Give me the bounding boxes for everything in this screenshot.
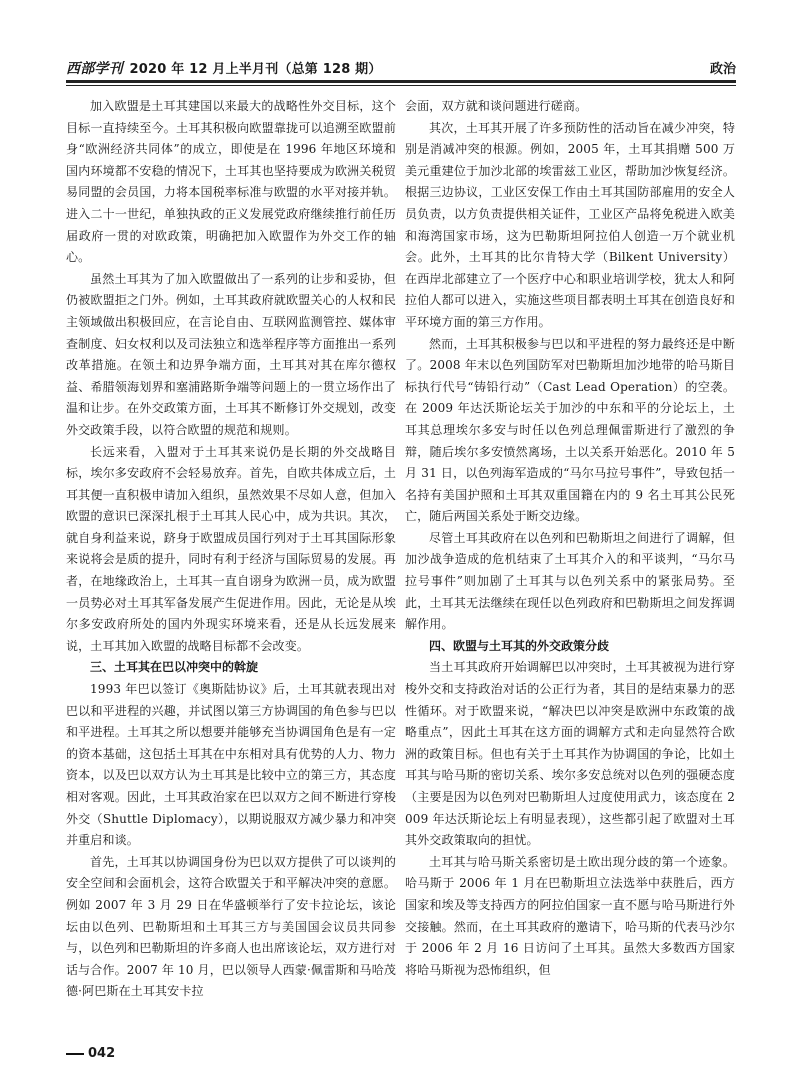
paragraph: 会面，双方就和谈问题进行磋商。 (405, 99, 588, 113)
paragraph: 然而，土耳其积极参与巴以和平进程的努力最终还是中断了。2008 年末以色列国防军对巴勒斯坦加沙地带的哈马斯目标执行代号“铸铅行动”（Cast Lead Operation）的空袭。在 2009 年达沃斯论坛关于加沙的中东和平的分论坛上，土耳其总理埃尔多安与时任以色列总理佩雷斯进行了激烈的争辩，随后埃尔多安愤然离场，土以关系开始恶化。2010 年 5 月 31 日，以色列海军造成的“马尔马拉号事件”，导致包括一名持有美国护照和土耳其双重国籍在内的 9 名土耳其公民死亡，随后两国关系处于断交边缘。 (405, 336, 735, 524)
paragraph: 尽管土耳其政府在以色列和巴勒斯坦之间进行了调解，但加沙战争造成的危机结束了土耳其介入的和平谈判，“马尔马拉号事件”则加剧了土耳其与以色列关系中的紧张局势。至此，土耳其无法继续在现任以色列政府和巴勒斯坦之间发挥调解作用。 (405, 530, 735, 632)
section-heading: 四、欧盟与土耳其的外交政策分歧 (429, 638, 610, 653)
journal-title (66, 58, 382, 78)
paragraph: 长远来看，入盟对于土耳其来说仍是长期的外交战略目标，埃尔多安政府不会轻易放弃。首先，自欧共体成立后，土耳其便一直积极申请加入组织，虽然效果不尽如人意，但加入欧盟的意识已深深扎根于土耳其人民心中，成为共识。其次，就自身利益来说，跻身于欧盟成员国行列对于土耳其国际形象来说将会是质的提升，同时有利于经济与国际贸易的发展。再者，在地缘政治上，土耳其一直自诩身为欧洲一员，成为欧盟一员势必对土耳其军备发展产生促进作用。因此，无论是从埃尔多安政府所处的国内外现实环境来看，还是从长远发展来说，土耳其加入欧盟的战略目标都不会改变。 (66, 444, 396, 653)
page-header (66, 52, 736, 80)
right-column (405, 96, 735, 1036)
left-column (66, 96, 396, 1036)
section-label: 政治 (709, 62, 736, 77)
paragraph: 加入欧盟是土耳其建国以来最大的战略性外交目标，这个目标一直持续至今。土耳其积极向欧盟靠拢可以追溯至欧盟前身“欧洲经济共同体”的成立，即使是在 1996 年地区环境和国内环境都不安稳的情况下，土耳其也坚持要成为欧洲关税贸易同盟的会员国，力将本国税率标准与欧盟的水平对接并轨。进入二十一世纪，单独执政的正义发展党政府继续推行前任历届政府一贯的对欧政策，明确把加入欧盟作为外交工作的轴心。 (66, 99, 396, 265)
paragraph: 虽然土耳其为了加入欧盟做出了一系列的让步和妥协，但仍被欧盟拒之门外。例如，土耳其政府就欧盟关心的人权和民主领域做出积极回应，在言论自由、互联网监测管控、媒体审查制度、妇女权利以及司法独立和选举程序等方面推出一系列改革措施。在领土和边界争端方面，土耳其对其在库尔德权益、希腊领海划界和塞浦路斯争端等问题上的一贯立场作出了温和让步。在外交政策方面，土耳其不断修订外交规划，改变外交政策手段，以符合欧盟的规范和规则。 (66, 271, 396, 437)
paragraph: 首先，土耳其以协调国身份为巴以双方提供了可以谈判的安全空间和会面机会，这符合欧盟关于和平解决冲突的意愿。例如 2007 年 3 月 29 日在华盛顿举行了安卡拉论坛，该论坛由以色列、巴勒斯坦和土耳其三方与美国国会议员共同参与，以色列和巴勒斯坦的许多商人也出席该论坛，双方进行对话与合作。2007 年 10 月，巴以领导人西蒙·佩雷斯和马哈茂德·阿巴斯在土耳其安卡拉 (66, 854, 396, 999)
section-heading: 三、土耳其在巴以冲突中的斡旋 (90, 660, 259, 675)
header-rule-thin (66, 85, 736, 86)
issue-info: 2020 年 12 月上半月刊（总第 128 期） (129, 62, 382, 77)
paragraph: 1993 年巴以签订《奥斯陆协议》后，土耳其就表现出对巴以和平进程的兴趣，并试图以第三方协调国的角色参与巴以和平进程。土耳其之所以想要并能够充当协调国角色是有一定的资本基础，这包括土耳其在中东相对具有优势的人力、物力资本，以及巴以双方认为土耳其是比较中立的第三方，其态度相对客观。因此，土耳其政治家在巴以双方之间不断进行穿梭外交（Shuttle Diplomacy），以期说服双方减少暴力和冲突并重启和谈。 (66, 682, 396, 848)
paragraph: 其次，土耳其开展了许多预防性的活动旨在减少冲突，特别是消减冲突的根源。例如，2005 年，土耳其捐赠 500 万美元重建位于加沙北部的埃雷兹工业区，帮助加沙恢复经济。根据三边协议，工业区安保工作由土耳其国防部雇用的安全人员负责，以方负责提供相关证件，工业区产品将免税进入欧美和海湾国家市场，这为巴勒斯坦阿拉伯人创造一万个就业机会。此外，土耳其的比尔肯特大学（Bilkent University）在西岸北部建立了一个医疗中心和职业培训学校，犹太人和阿拉伯人都可以进入，实施这些项目都表明土耳其在创造良好和平环境方面的第三方作用。 (405, 120, 735, 329)
paragraph: 土耳其与哈马斯关系密切是土欧出现分歧的第一个迹象。哈马斯于 2006 年 1 月在巴勒斯坦立法选举中获胜后，西方国家和埃及等支持西方的阿拉伯国家一直不愿与哈马斯进行外交接触。然而，在土耳其政府的邀请下，哈马斯的代表马沙尔于 2006 年 2 月 16 日访问了土耳其。虽然大多数西方国家将哈马斯视为恐怖组织，但 (405, 854, 735, 977)
journal-logo: 西部学刊 (66, 61, 123, 77)
paragraph: 当土耳其政府开始调解巴以冲突时，土耳其被视为进行穿梭外交和支持政治对话的公正行为者，其目的是结束暴力的恶性循环。对于欧盟来说，“解决巴以冲突是欧洲中东政策的战略重点”，因此土耳其在这方面的调解方式和走向显然符合欧洲的政策目标。但也有关于土耳其作为协调国的争论，比如土耳其与哈马斯的密切关系、埃尔多安总统对以色列的强硬态度（主要是因为以色列对巴勒斯坦人过度使用武力，该态度在 2009 年达沃斯论坛上有明显表现），这些都引起了欧盟对土耳其外交政策取向的担忧。 (405, 660, 735, 848)
header-rule-thick (66, 80, 736, 83)
page-number: 042 (66, 1046, 115, 1061)
